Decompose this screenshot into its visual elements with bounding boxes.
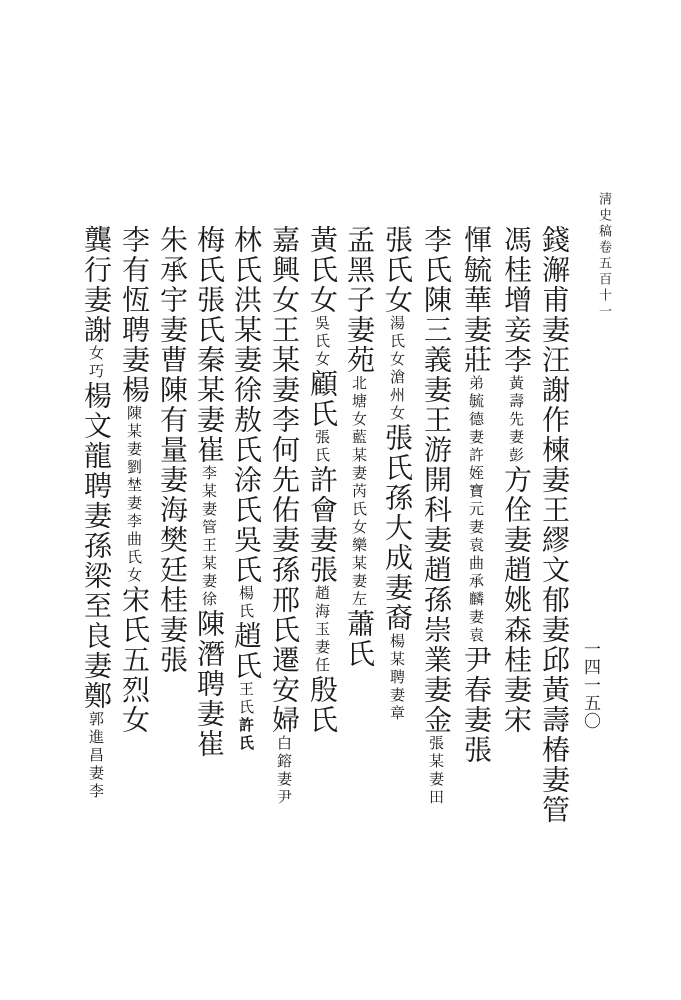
entry-text: 陳三義妻王 xyxy=(420,285,453,435)
entry-text: 吳氏 xyxy=(230,525,263,585)
entry-text: 遷安婦 xyxy=(268,645,301,735)
entry-text: 孟黑子妻苑 xyxy=(343,225,376,375)
entry-text: 許會妻張 xyxy=(306,465,339,585)
annotation-text: 劉埜妻李 xyxy=(125,459,143,531)
entry-text: 洪某妻徐 xyxy=(230,285,263,405)
entry-text: 黃壽椿妻管 xyxy=(538,675,571,825)
annotation-text: 張某妻田 xyxy=(427,735,445,807)
entry-text: 錢澥甫妻汪 xyxy=(538,225,571,375)
annotation-text: 弟毓德妻許 xyxy=(467,375,485,465)
annotation-text: 北塘女 xyxy=(350,375,368,429)
entry-text: 張氏女 xyxy=(381,225,414,315)
entry-text: 游開科妻趙 xyxy=(420,435,453,585)
annotation-text: 陳某妻 xyxy=(125,405,143,459)
entry-text: 王某妻李 xyxy=(268,315,301,435)
annotation-text: 姪寶元妻袁 xyxy=(467,465,485,555)
entry-text: 尹春妻張 xyxy=(460,645,493,765)
entry-text: 楊文龍聘妻孫 xyxy=(80,381,113,561)
entry-text: 趙氏 xyxy=(230,621,263,681)
running-title: 淸史稿卷五百十一 xyxy=(596,192,611,320)
annotation-text: 曲承麟妻袁 xyxy=(467,555,485,645)
annotation-text: 樂某妻左 xyxy=(350,537,368,609)
annotation-text: 許氏 xyxy=(237,717,255,753)
entry-text: 樊廷桂妻張 xyxy=(156,525,189,675)
entry-text: 方佺妻趙 xyxy=(500,465,533,585)
annotation-text: 王某妻徐 xyxy=(200,537,218,609)
entry-text: 殷氏 xyxy=(306,675,339,735)
entry-text: 陳潛聘妻崔 xyxy=(193,609,226,759)
annotation-text: 楊某聘妻章 xyxy=(388,633,406,723)
annotation-text: 吳氏女 xyxy=(313,315,331,369)
entry-text: 繆文郁妻邱 xyxy=(538,525,571,675)
entry-text: 敖氏 xyxy=(230,405,263,465)
entry-text: 宋氏五烈女 xyxy=(118,585,151,735)
entry-text: 梅氏 xyxy=(193,225,226,285)
entry-text: 惲毓華妻莊 xyxy=(460,225,493,375)
annotation-text: 曲氏女 xyxy=(125,531,143,585)
annotation-text: 白鎔妻尹 xyxy=(275,735,293,807)
entry-text: 顧氏 xyxy=(306,369,339,429)
entry-text: 謝作楝妻王 xyxy=(538,375,571,525)
entry-text: 邢氏 xyxy=(268,585,301,645)
entry-text: 嘉興女 xyxy=(268,225,301,315)
entry-text: 陳有量妻海 xyxy=(156,375,189,525)
entry-text: 張氏 xyxy=(193,285,226,345)
annotation-text: 李某妻管 xyxy=(200,465,218,537)
annotation-text: 張氏 xyxy=(313,429,331,465)
entry-text: 馮桂增妾李 xyxy=(500,225,533,375)
entry-text: 孫崇業妻金 xyxy=(420,585,453,735)
annotation-text: 黃壽先妻彭 xyxy=(507,375,525,465)
entry-text: 朱承宇妻曹 xyxy=(156,225,189,375)
entry-text: 林氏 xyxy=(230,225,263,285)
entry-text: 梁至良妻鄭 xyxy=(80,561,113,711)
annotation-text: 女巧 xyxy=(87,345,105,381)
entry-text: 李有恆聘妻楊 xyxy=(118,225,151,405)
annotation-text: 王氏 xyxy=(237,681,255,717)
entry-text: 張氏 xyxy=(381,423,414,483)
entry-text: 孫大成妻裔 xyxy=(381,483,414,633)
entry-text: 黃氏女 xyxy=(306,225,339,315)
annotation-text: 滄州女 xyxy=(388,369,406,423)
entry-text: 秦某妻崔 xyxy=(193,345,226,465)
annotation-text: 趙海玉妻任 xyxy=(313,585,331,675)
entry-text: 何先佑妻孫 xyxy=(268,435,301,585)
annotation-text: 湯氏女 xyxy=(388,315,406,369)
entry-text: 蕭氏 xyxy=(343,609,376,669)
annotation-text: 楊氏 xyxy=(237,585,255,621)
annotation-text: 郭進昌妻李 xyxy=(87,711,105,801)
annotation-text: 芮氏女 xyxy=(350,483,368,537)
text-column xyxy=(82,225,130,801)
page-number: 一四一五〇 xyxy=(580,640,600,730)
entry-text: 龔行妻謝 xyxy=(80,225,113,345)
entry-text: 李氏 xyxy=(420,225,453,285)
entry-text: 涂氏 xyxy=(230,465,263,525)
entry-text: 姚森桂妻宋 xyxy=(500,585,533,735)
annotation-text: 藍某妻 xyxy=(350,429,368,483)
